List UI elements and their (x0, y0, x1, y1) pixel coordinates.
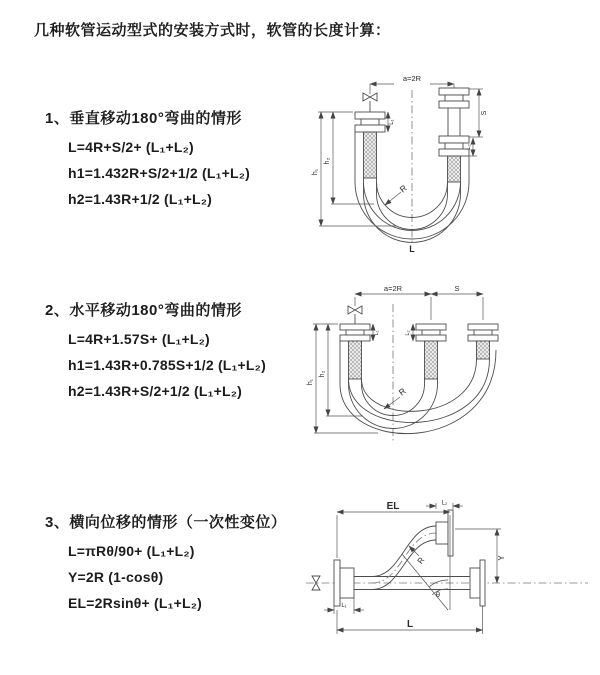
formula-L: L=4R+S/2+ (L₁+L₂) (68, 139, 194, 155)
middle-flange (416, 324, 446, 379)
dim-label-stroke: S (481, 110, 488, 116)
dimension-span (355, 284, 483, 320)
dim-label-angle: θ (435, 590, 441, 599)
section-vertical-movement (45, 107, 345, 217)
formula-Y: Y=2R (1-cosθ) (68, 569, 164, 585)
dim-label-radius: R (396, 385, 408, 398)
dimension-L2 (426, 501, 463, 510)
formula-h2: h2=1.43R+S/2+1/2 (L₁+L₂) (68, 383, 243, 399)
diagram-horizontal-180-bend (303, 280, 593, 450)
left-flange (355, 112, 385, 178)
right-flange-upper (439, 88, 469, 136)
dim-label-right-end: L₂ (405, 330, 411, 336)
diagram-vertical-180-bend (306, 64, 546, 256)
section-horizontal-movement (45, 299, 345, 409)
right-flange-lower (439, 136, 469, 182)
dim-label-radius: R (415, 555, 427, 566)
dimension-L2 (405, 324, 413, 341)
dim-label-span: a=2R (402, 74, 422, 83)
dim-label-left-end: L₁ (341, 603, 347, 609)
dim-label-right-end: L₂ (441, 500, 448, 507)
section-1-heading: 1、垂直移动180°弯曲的情形 (45, 110, 242, 127)
dimension-stroke-S (469, 89, 488, 137)
radius-callout (385, 183, 409, 205)
dim-label-left-end: L₁ (389, 119, 395, 125)
formula-h2: h2=1.43R+1/2 (L₁+L₂) (68, 191, 213, 207)
valve-icon (348, 306, 362, 324)
section-3-heading: 3、横向位移的情形（一次性变位） (45, 514, 287, 531)
formula-h1: h1=1.432R+S/2+1/2 (L₁+L₂) (68, 165, 250, 181)
dim-label-el: EL (386, 501, 400, 512)
left-flange (340, 324, 370, 379)
formula-EL: EL=2Rsinθ+ (L₁+L₂) (68, 595, 203, 611)
section-2-heading: 2、水平移动180°弯曲的情形 (45, 302, 242, 319)
dimension-L1 (324, 598, 364, 614)
formula-L: L=πRθ/90+ (L₁+L₂) (68, 543, 195, 559)
dim-label-right-end: L₂ (466, 144, 472, 150)
formula-L: L=4R+1.57S+ (L₁+L₂) (68, 331, 210, 347)
dim-label-h1: h₁ (307, 378, 314, 386)
dimension-L1 (388, 112, 395, 132)
formula-h1: h1=1.43R+0.785S+1/2 (L₁+L₂) (68, 357, 266, 373)
right-flange (468, 324, 498, 359)
dim-label-length: L (406, 619, 414, 630)
radius-callout (384, 386, 408, 409)
left-flange (334, 560, 354, 606)
dim-label-h2: h₂ (319, 370, 326, 378)
dim-label-offset: Y (497, 555, 506, 561)
page-title: 几种软管运动型式的安装方式时，软管的长度计算： (34, 22, 391, 39)
dim-label-h2: h₂ (324, 157, 331, 165)
dim-label-length: L (409, 244, 415, 254)
dimension-L1 (373, 324, 380, 341)
hose-u-bands (340, 341, 496, 434)
dimension-stroke-S (431, 284, 483, 294)
diagram-lateral-displacement (298, 498, 593, 648)
dim-label-span: a=2R (383, 284, 403, 293)
radius-callout (409, 546, 426, 566)
dim-label-radius: R (397, 182, 409, 195)
dim-label-left-end: L₁ (374, 330, 380, 336)
dimension-EL (337, 501, 450, 558)
valve-icon (363, 93, 377, 112)
dim-label-stroke: S (454, 284, 460, 293)
dim-label-h1: h₁ (312, 168, 319, 176)
